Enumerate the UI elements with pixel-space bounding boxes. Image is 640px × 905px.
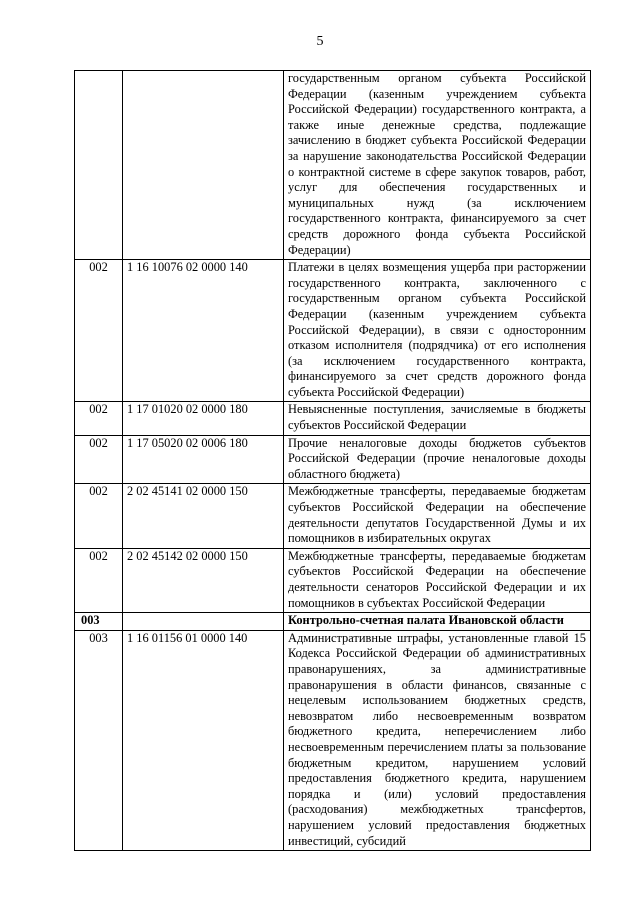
admin-code-cell: 002 xyxy=(75,548,123,612)
table-row xyxy=(75,630,591,850)
description-cell: Межбюджетные трансферты, передаваемые бюджетам субъектов Российской Федерации на обеспечение деятельности депутатов Государственной Думы и их помощников в избирательных округах xyxy=(284,484,591,548)
admin-code-cell: 002 xyxy=(75,260,123,402)
admin-code-cell: 002 xyxy=(75,484,123,548)
table-row xyxy=(75,435,591,484)
admin-code-cell: 002 xyxy=(75,435,123,484)
table-row xyxy=(75,402,591,435)
description-cell: Невыясненные поступления, зачисляемые в бюджеты субъектов Российской Федерации xyxy=(284,402,591,435)
admin-code-cell: 003 xyxy=(75,630,123,850)
section-title-cell: Контрольно-счетная палата Ивановской области xyxy=(284,613,591,631)
table-row xyxy=(75,260,591,402)
budget-code-cell: 2 02 45142 02 0000 150 xyxy=(123,548,284,612)
description-cell: Межбюджетные трансферты, передаваемые бюджетам субъектов Российской Федерации на обеспечение деятельности сенаторов Российской Федерации и их помощников в субъектах Российской Федерации xyxy=(284,548,591,612)
budget-code-cell: 1 17 05020 02 0006 180 xyxy=(123,435,284,484)
description-cell: Административные штрафы, установленные главой 15 Кодекса Российской Федерации об административных правонарушениях, за административные правонарушения в области финансов, связанные с нецелевым использованием бюджетных средств, невозвратом либо несвоевременным возвратом бюджетного кредита, неперечислением либо несвоевременным перечислением платы за пользование бюджетным кредитом, нарушением условий предоставления бюджетного кредита, нарушением порядка и (или) условий предоставления (расходования) межбюджетных трансфертов, нарушением условий предоставления бюджетных инвестиций, субсидий xyxy=(284,630,591,850)
description-cell: государственным органом субъекта Российской Федерации (казенным учреждением субъекта Российской Федерации) государственного контракта, а также иные денежные средства, подлежащие зачислению в бюджет субъекта Российской Федерации за нарушение законодательства Российской Федерации о контрактной системе в сфере закупок товаров, работ, услуг для обеспечения государственных и муниципальных нужд (за исключением государственного контракта, финансируемого за счет средств дорожного фонда субъекта Российской Федерации) xyxy=(284,71,591,260)
admin-code-cell xyxy=(75,71,123,260)
description-cell: Прочие неналоговые доходы бюджетов субъектов Российской Федерации (прочие неналоговые доходы областного бюджета) xyxy=(284,435,591,484)
budget-code-cell: 2 02 45141 02 0000 150 xyxy=(123,484,284,548)
description-cell: Платежи в целях возмещения ущерба при расторжении государственного контракта, заключенного с государственным органом субъекта Российской Федерации (казенным учреждением субъекта Российской Федерации), в связи с односторонним отказом исполнителя (подрядчика) от его исполнения (за исключением государственного контракта, финансируемого за счет средств дорожного фонда субъекта Российской Федерации) xyxy=(284,260,591,402)
budget-code-cell: 1 17 01020 02 0000 180 xyxy=(123,402,284,435)
admin-code-cell: 003 xyxy=(75,613,123,631)
table-row xyxy=(75,484,591,548)
page-number: 5 xyxy=(316,34,324,49)
table-row xyxy=(75,71,591,260)
budget-code-cell xyxy=(123,613,284,631)
table-row xyxy=(75,548,591,612)
budget-code-cell xyxy=(123,71,284,260)
budget-classification-table xyxy=(74,70,591,851)
admin-code-cell: 002 xyxy=(75,402,123,435)
budget-code-cell: 1 16 01156 01 0000 140 xyxy=(123,630,284,850)
section-header-row xyxy=(75,613,591,631)
budget-code-cell: 1 16 10076 02 0000 140 xyxy=(123,260,284,402)
